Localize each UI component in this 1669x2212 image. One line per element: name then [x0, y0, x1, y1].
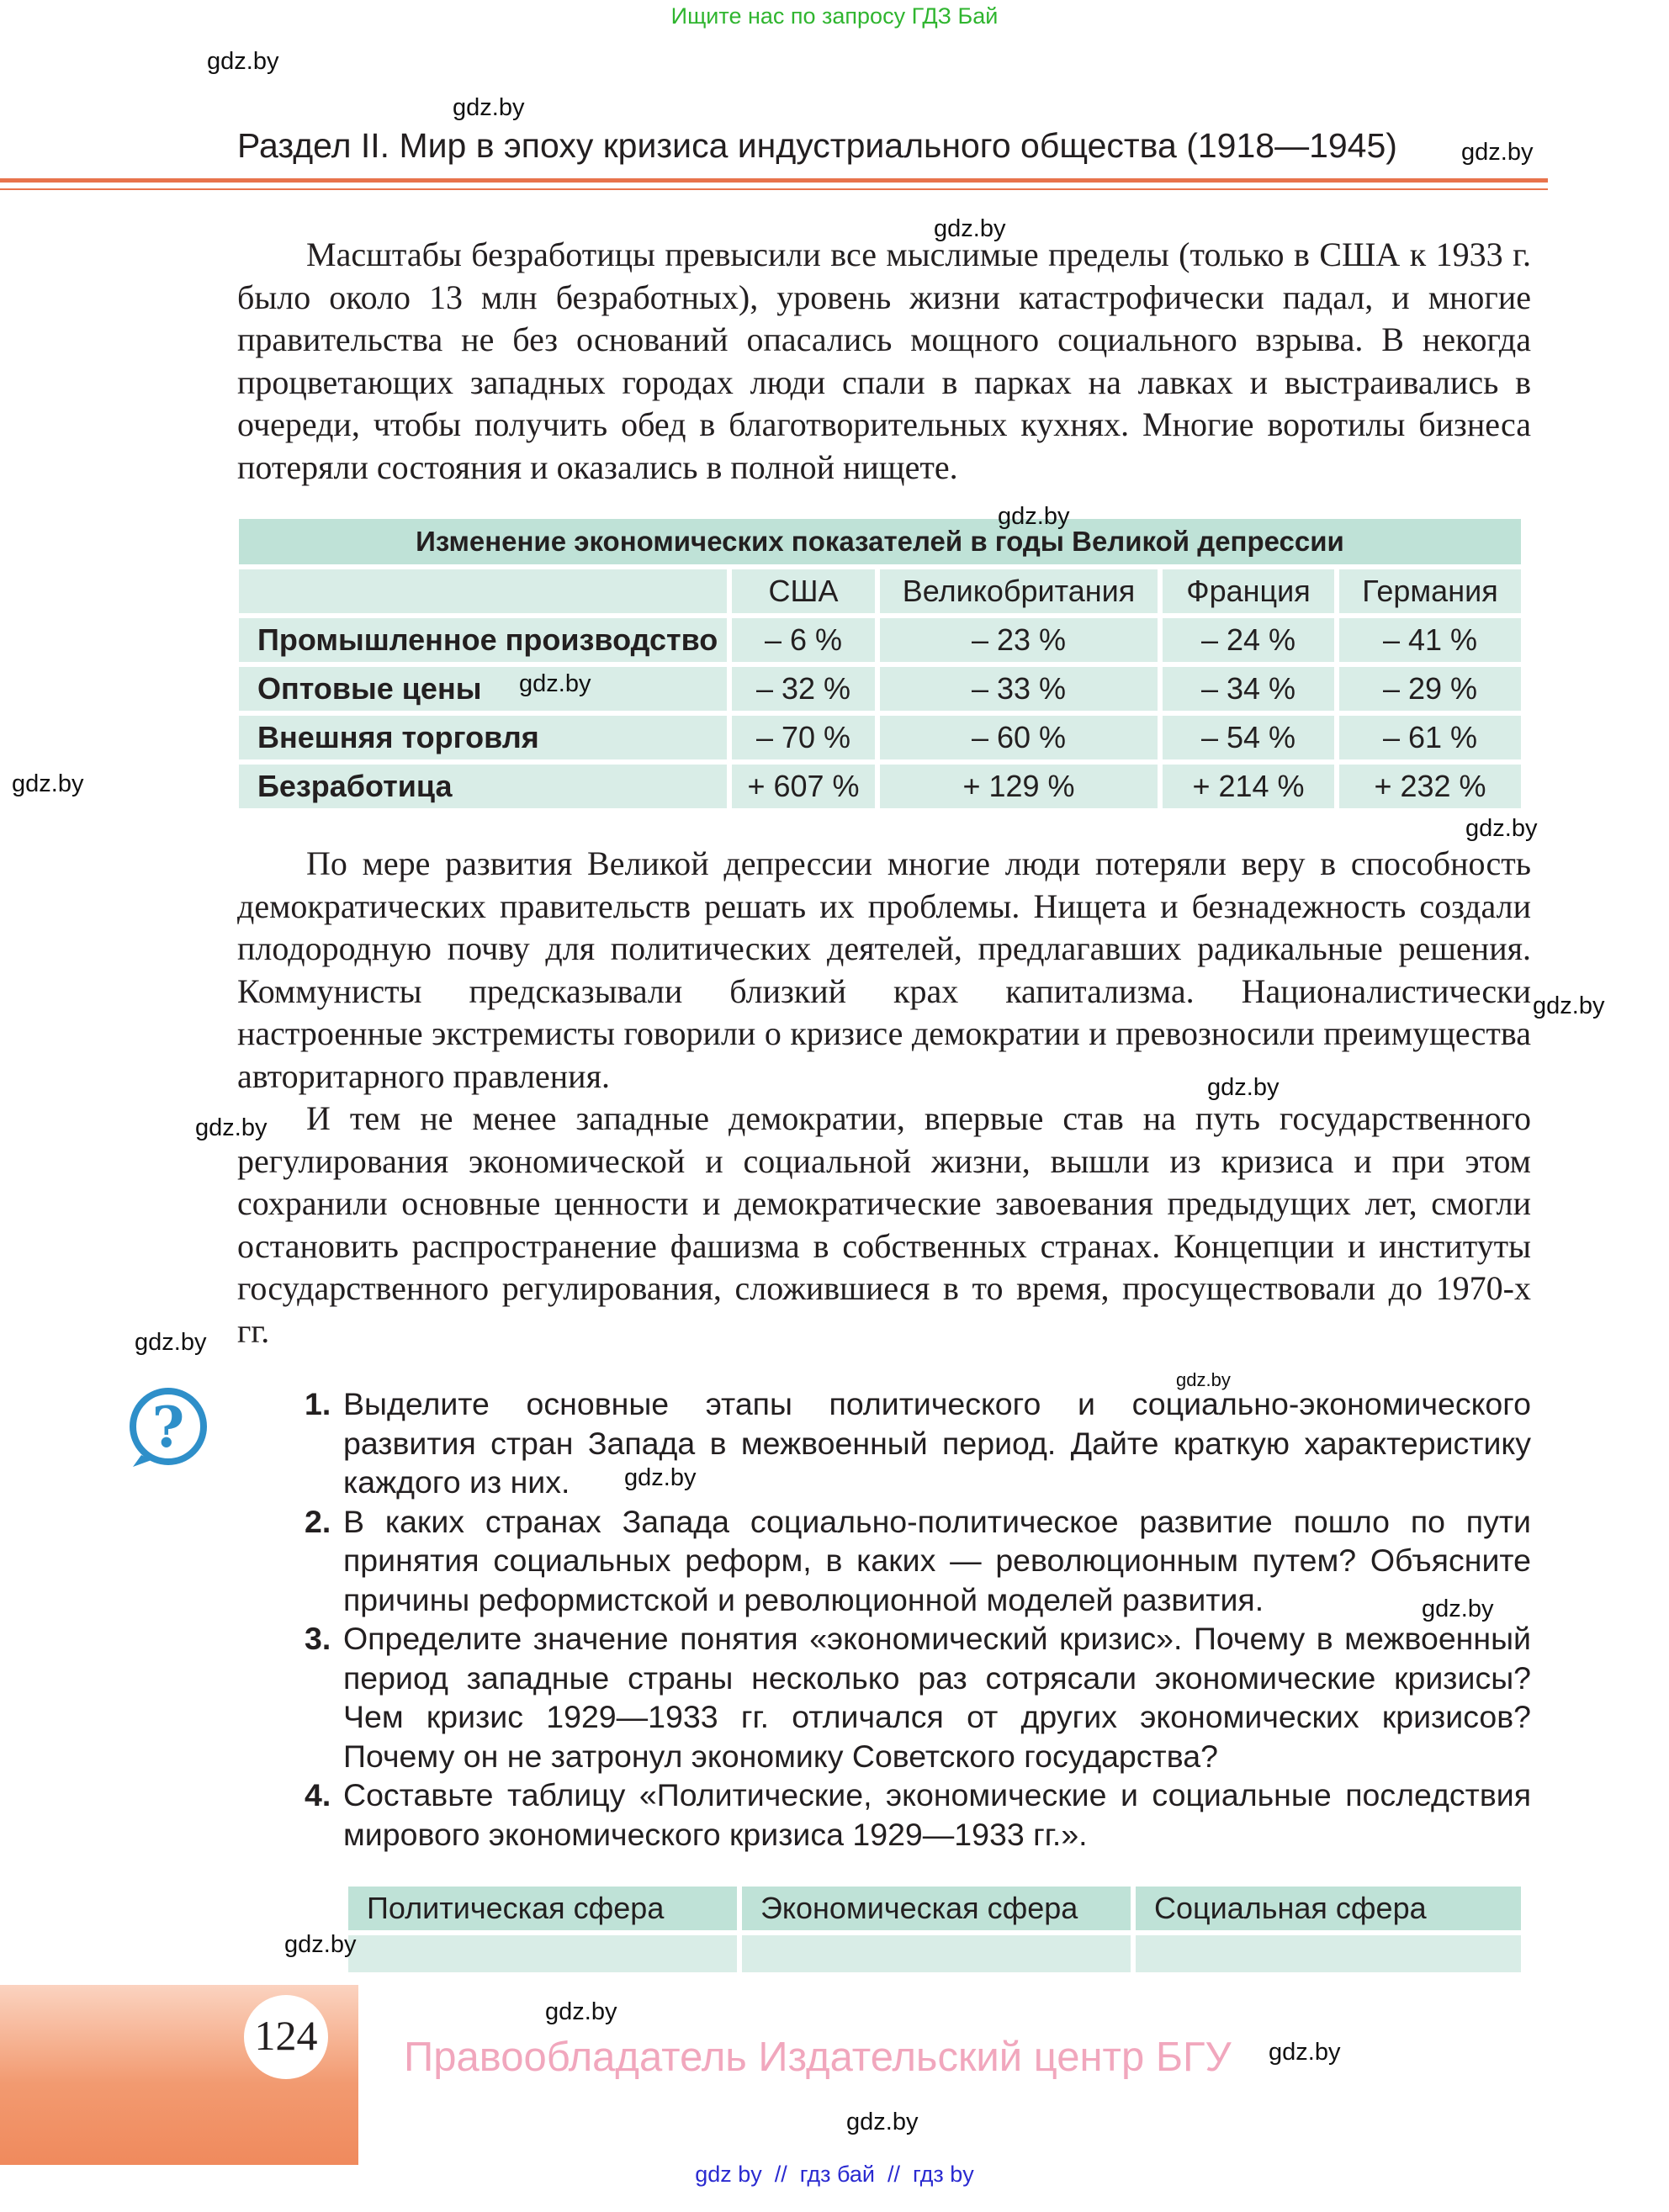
column-header: Социальная сфера: [1136, 1887, 1521, 1930]
table-cell: [1136, 1935, 1521, 1972]
question-text: В каких странах Запада социально-политическое развитие пошло по пути принятия социальных реформ, в каких — революционным путем? Объясните причины реформистской и революционной моделей развития.: [343, 1503, 1531, 1617]
table-caption: Изменение экономических показателей в годы Великой депрессии: [239, 519, 1521, 564]
paragraph-depression: [237, 843, 1531, 1352]
question-item: [305, 1502, 1531, 1620]
watermark-small: gdz.by: [1176, 1369, 1231, 1390]
column-header: Германия: [1339, 569, 1521, 613]
paragraph-unemployment: [237, 234, 1531, 489]
watermark: gdz.by: [135, 1329, 207, 1356]
question-number: 4.: [305, 1777, 331, 1812]
watermark: gdz.by: [624, 1464, 697, 1491]
watermark: gdz.by: [998, 503, 1070, 530]
table-cell: – 33 %: [880, 667, 1158, 711]
row-label: Внешняя торговля: [239, 716, 727, 759]
question-text: Составьте таблицу «Политические, экономические и социальные последствия мирового экономического кризиса 1929—1933 гг.».: [343, 1777, 1531, 1852]
top-banner[interactable]: Ищите нас по запросу ГДЗ Бай: [670, 3, 999, 29]
table-cell: + 129 %: [880, 765, 1158, 808]
table-cell: – 6 %: [732, 618, 875, 662]
section-header-title: Раздел II. Мир в эпоху кризиса индустриального общества (1918—1945): [237, 126, 1397, 165]
row-label: Безработица: [239, 765, 727, 808]
table-cell: – 32 %: [732, 667, 875, 711]
header-rule-thin: [0, 188, 1548, 190]
column-header: США: [732, 569, 875, 613]
watermark: gdz.by: [519, 670, 591, 697]
watermark: gdz.by: [284, 1931, 357, 1958]
table-cell: [348, 1935, 737, 1972]
column-header: Экономическая сфера: [742, 1887, 1131, 1930]
watermark: gdz.by: [1422, 1595, 1494, 1622]
table-cell: + 232 %: [1339, 765, 1521, 808]
question-number: 2.: [305, 1503, 331, 1539]
watermark: gdz.by: [453, 94, 525, 121]
table-header-row: [348, 1887, 1521, 1930]
row-label: Оптовые цены: [239, 667, 727, 711]
watermark: gdz.by: [1207, 1074, 1280, 1101]
table-row: [239, 716, 1521, 759]
paragraph-text: Масштабы безработицы превысили все мыслимые пределы (только в США к 1933 г. было около 13 млн безработных), уровень жизни катастрофически падал, и многие правительства не без оснований опасались мощного социального взрыва. В некогда процветающих западных городах люди спали в парках на лавках и выстраивались в очереди, чтобы получить обед в благотворительных кухнях. Многие воротилы бизнеса потеряли состояния и оказались в полной нищете.: [237, 235, 1531, 486]
watermark: gdz.by: [1461, 139, 1534, 166]
question-number: 3.: [305, 1621, 331, 1656]
table-cell: – 34 %: [1163, 667, 1334, 711]
table-cell: – 60 %: [880, 716, 1158, 759]
watermark: gdz.by: [934, 215, 1006, 242]
column-header: Франция: [1163, 569, 1334, 613]
watermark: gdz.by: [1269, 2039, 1341, 2066]
questions-list: [305, 1384, 1531, 1854]
question-item: [305, 1384, 1531, 1502]
row-label: Промышленное производство: [239, 618, 727, 662]
column-header: Великобритания: [880, 569, 1158, 613]
table-cell: – 24 %: [1163, 618, 1334, 662]
watermark: gdz.by: [846, 2109, 919, 2135]
table-cell: [742, 1935, 1131, 1972]
table-cell: + 214 %: [1163, 765, 1334, 808]
question-item: [305, 1619, 1531, 1775]
watermark: gdz.by: [207, 48, 279, 75]
table-cell: – 61 %: [1339, 716, 1521, 759]
question-text: Определите значение понятия «экономический кризис». Почему в межвоенный период западные страны несколько раз сотрясали экономические кризисы? Чем кризис 1929—1933 гг. отличался от других экономических кризисов? Почему он не затронул экономику Советского государства?: [343, 1621, 1531, 1774]
paragraph-text: И тем не менее западные демократии, впервые став на путь государственного регулирования экономической и социальной жизни, вышли из кризиса и при этом сохранили основные ценности и демократические завоевания предыдущих лет, смогли остановить распространение фашизма в собственных странах. Концепции и институты государственного регулирования, сложившиеся в то время, просуществовали до 1970-х гг.: [237, 1099, 1531, 1350]
header-rule: [0, 178, 1548, 183]
table-cell: – 41 %: [1339, 618, 1521, 662]
bottom-links[interactable]: gdz by // гдз бай // гдз by: [695, 2162, 974, 2187]
table-cell: – 23 %: [880, 618, 1158, 662]
table-row: [239, 667, 1521, 711]
question-item: [305, 1775, 1531, 1854]
table-header-row: [239, 569, 1521, 613]
table-row: [239, 618, 1521, 662]
table-row: [348, 1935, 1521, 1972]
question-number: 1.: [305, 1386, 331, 1421]
watermark: gdz.by: [1465, 815, 1538, 842]
table-cell: – 70 %: [732, 716, 875, 759]
economic-indicators-table: [234, 514, 1526, 813]
svg-text:?: ?: [151, 1394, 185, 1460]
question-icon: [126, 1386, 210, 1470]
rights-holder: Правообладатель Издательский центр БГУ: [404, 2035, 1232, 2080]
watermark: gdz.by: [1533, 992, 1605, 1019]
paragraph-text: По мере развития Великой депрессии многие люди потеряли веру в способность демократических правительств решать их проблемы. Нищета и безнадежность создали плодородную почву для политических деятелей, предлагавших радикальные решения. Коммунисты предсказывали близкий крах капитализма. Националистически настроенные экстремисты говорили о кризисе демократии и превозносили преимущества авторитарного правления.: [237, 844, 1531, 1095]
table-cell: – 29 %: [1339, 667, 1521, 711]
column-header: Политическая сфера: [348, 1887, 737, 1930]
watermark: gdz.by: [195, 1114, 268, 1141]
watermark: gdz.by: [12, 770, 84, 797]
table-corner-cell: [239, 569, 727, 613]
watermark: gdz.by: [545, 1998, 617, 2025]
table-row: [239, 765, 1521, 808]
page-number: 124: [254, 2012, 318, 2059]
spheres-table: [343, 1881, 1526, 1977]
table-cell: + 607 %: [732, 765, 875, 808]
question-text: Выделите основные этапы политического и социально-экономического развития стран Запада в межвоенный период. Дайте краткую характеристику каждого из них.: [343, 1386, 1531, 1500]
table-cell: – 54 %: [1163, 716, 1334, 759]
